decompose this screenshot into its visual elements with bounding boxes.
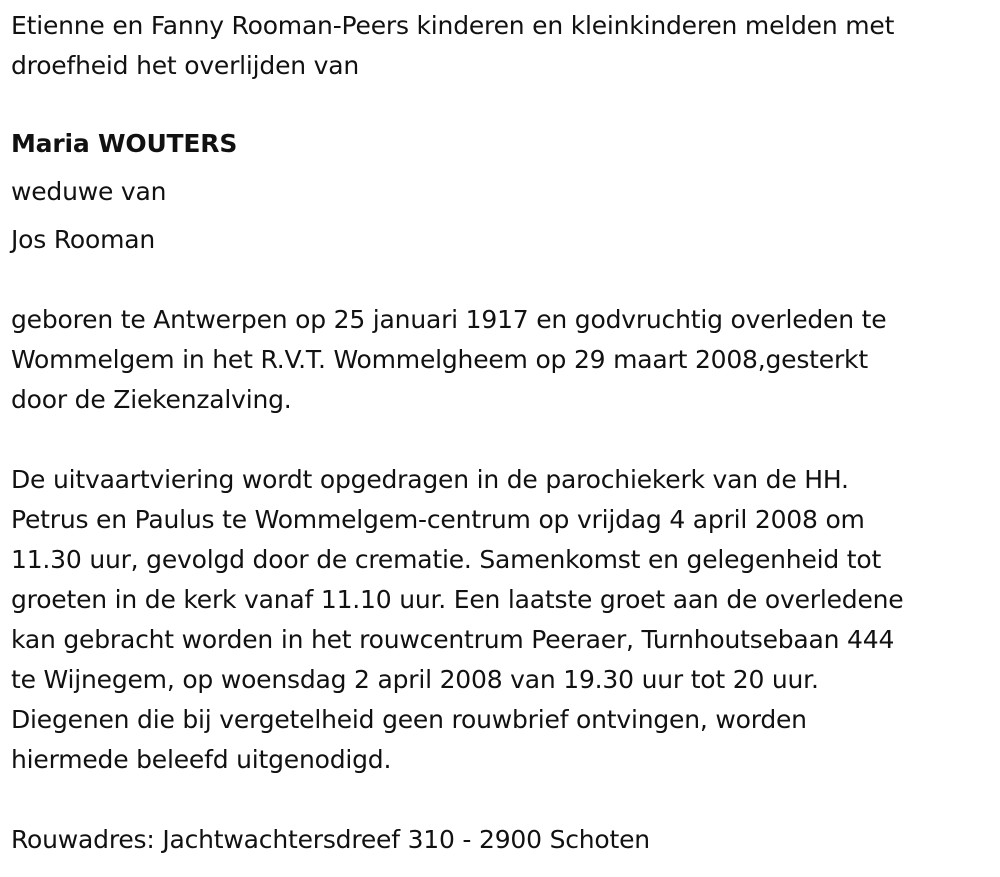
birth-death-line-1: geboren te Antwerpen op 25 januari 1917 en godvruchtig overleden te: [11, 305, 887, 334]
birth-death-line-2: Wommelgem in het R.V.T. Wommelgheem op 29 maart 2008,gesterkt: [11, 345, 868, 374]
funeral-line-6: te Wijnegem, op woensdag 2 april 2008 van 19.30 uur tot 20 uur.: [11, 665, 819, 694]
funeral-line-5: kan gebracht worden in het rouwcentrum Peeraer, Turnhoutsebaan 444: [11, 625, 895, 654]
funeral-paragraph: [11, 460, 991, 780]
funeral-line-4: groeten in de kerk vanaf 11.10 uur. Een laatste groet aan de overledene: [11, 585, 904, 614]
spouse-name: Jos Rooman: [11, 225, 155, 254]
funeral-line-8: hiermede beleefd uitgenodigd.: [11, 745, 392, 774]
funeral-line-7: Diegenen die bij vergetelheid geen rouwbrief ontvingen, worden: [11, 705, 807, 734]
mourning-address: Rouwadres: Jachtwachtersdreef 310 - 2900 Schoten: [11, 825, 650, 854]
birth-death-line-3: door de Ziekenzalving.: [11, 385, 292, 414]
funeral-line-1: De uitvaartviering wordt opgedragen in de parochiekerk van de HH.: [11, 465, 849, 494]
intro-line-1: Etienne en Fanny Rooman-Peers kinderen en kleinkinderen melden met: [11, 11, 895, 40]
deceased-name: Maria WOUTERS: [11, 129, 238, 158]
birth-death-paragraph: [11, 300, 991, 420]
intro-line-2: droefheid het overlijden van: [11, 51, 360, 80]
obituary-document: [11, 6, 991, 860]
funeral-line-3: 11.30 uur, gevolgd door de crematie. Samenkomst en gelegenheid tot: [11, 545, 882, 574]
relation-text: weduwe van: [11, 177, 167, 206]
intro-paragraph: [11, 6, 991, 86]
funeral-line-2: Petrus en Paulus te Wommelgem-centrum op vrijdag 4 april 2008 om: [11, 505, 865, 534]
